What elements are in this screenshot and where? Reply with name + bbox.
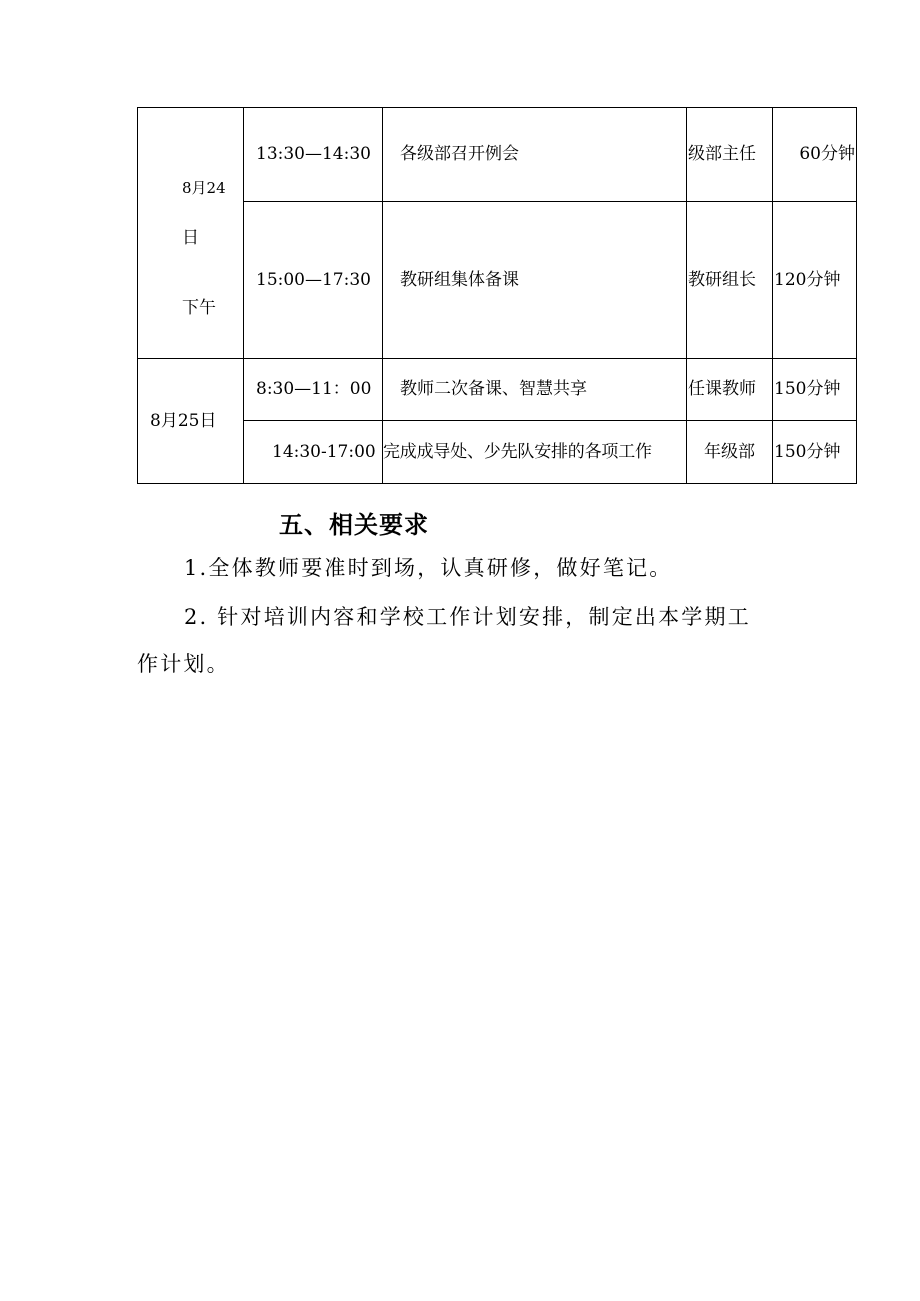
activity-cell: 教师二次备课、智慧共享 <box>383 359 687 421</box>
duration-cell: 120分钟 <box>773 202 857 359</box>
time-cell: 14:30-17:00 <box>244 421 383 484</box>
schedule-table <box>137 107 857 484</box>
section-heading: 五、相关要求 <box>279 510 429 539</box>
table-row <box>138 359 857 421</box>
duration-cell: 60分钟 <box>773 108 857 202</box>
date-line: 日 <box>182 228 199 248</box>
table-row <box>138 202 857 359</box>
responsible-cell: 年级部 <box>687 421 773 484</box>
activity-cell: 完成成导处、少先队安排的各项工作 <box>383 421 687 484</box>
date-line: 8月24 <box>182 179 226 197</box>
date-line: 下午 <box>182 298 216 318</box>
table-row <box>138 108 857 202</box>
requirement-item-2: 2. 针对培训内容和学校工作计划安排，制定出本学期工 <box>184 605 751 629</box>
responsible-cell: 级部主任 <box>687 108 773 202</box>
responsible-cell: 任课教师 <box>687 359 773 421</box>
duration-cell: 150分钟 <box>773 359 857 421</box>
activity-cell: 各级部召开例会 <box>383 108 687 202</box>
time-cell: 13:30—14:30 <box>244 108 383 202</box>
time-cell: 15:00—17:30 <box>244 202 383 359</box>
date-cell-aug24 <box>138 108 244 359</box>
requirement-item-1: 1.全体教师要准时到场，认真研修，做好笔记。 <box>184 556 673 580</box>
activity-cell: 教研组集体备课 <box>383 202 687 359</box>
requirement-item-2-continued: 作计划。 <box>137 652 230 676</box>
date-cell-aug25: 8月25日 <box>138 359 244 484</box>
time-cell: 8:30—11：00 <box>244 359 383 421</box>
responsible-cell: 教研组长 <box>687 202 773 359</box>
table-row <box>138 421 857 484</box>
duration-cell: 150分钟 <box>773 421 857 484</box>
